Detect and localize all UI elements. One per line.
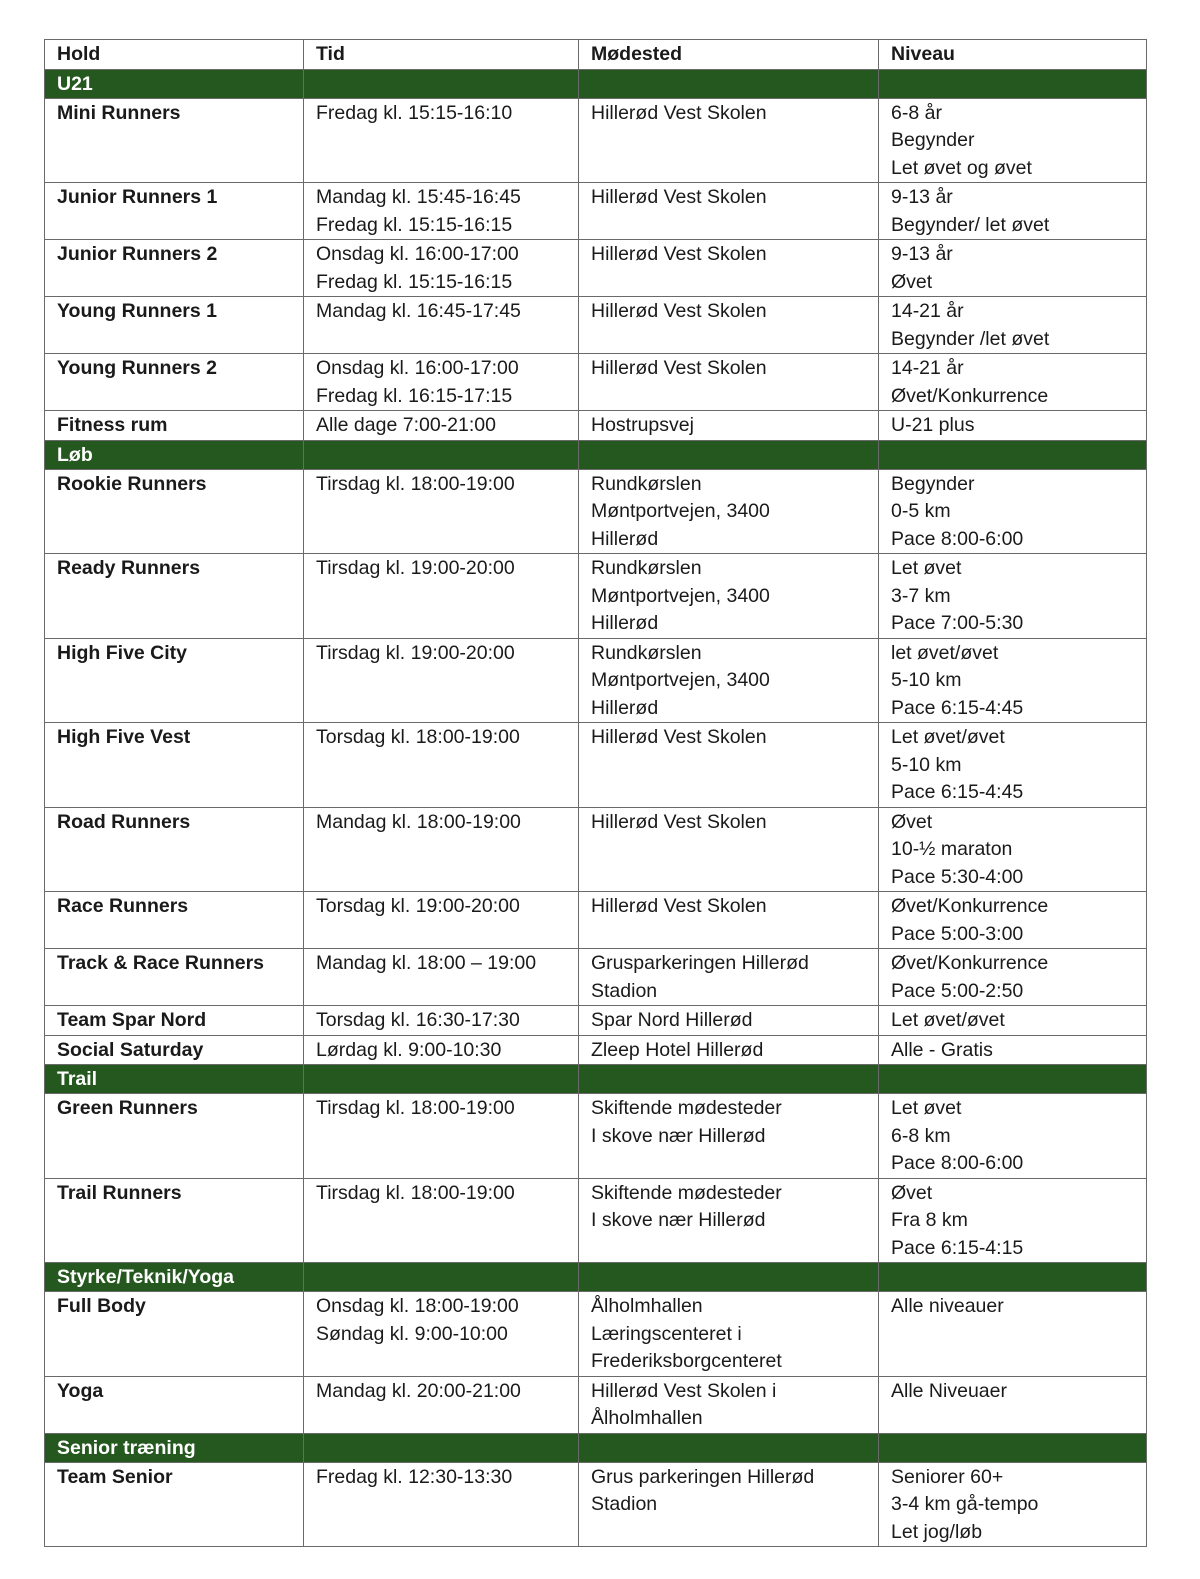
level-cell <box>879 1376 1147 1433</box>
place-line: Rundkørslen <box>591 641 702 664</box>
team-name: Full Body <box>45 1292 304 1377</box>
team-name: Ready Runners <box>45 554 304 639</box>
place-cell <box>579 949 879 1006</box>
level-line: Fra 8 km <box>891 1209 968 1231</box>
place-cell <box>579 892 879 949</box>
section-filler-cell <box>879 1263 1147 1292</box>
level-line: 3-7 km <box>891 584 951 607</box>
section-row <box>45 1065 1147 1094</box>
section-filler-cell <box>879 1433 1147 1462</box>
table-row <box>45 1376 1147 1433</box>
section-filler-cell <box>304 69 579 98</box>
place-line: Hillerød Vest Skolen i <box>591 1379 777 1402</box>
table-row <box>45 183 1147 240</box>
level-line: 14-21 år <box>891 357 964 379</box>
time-line: Onsdag kl. 16:00-17:00 <box>316 243 519 265</box>
time-line: Torsdag kl. 19:00-20:00 <box>316 895 520 917</box>
place-line: Stadion <box>591 979 658 1002</box>
level-cell <box>879 892 1147 949</box>
place-line: Grusparkeringen Hillerød <box>591 952 809 974</box>
time-cell <box>304 554 579 639</box>
table-row <box>45 1462 1147 1547</box>
time-cell <box>304 1094 579 1179</box>
table-row <box>45 240 1147 297</box>
header-row <box>45 40 1147 70</box>
level-cell <box>879 807 1147 892</box>
team-name: Road Runners <box>45 807 304 892</box>
section-row <box>45 440 1147 469</box>
time-line: Fredag kl. 15:15-16:15 <box>316 270 513 293</box>
level-line: 14-21 år <box>891 300 964 322</box>
level-line: Pace 5:30-4:00 <box>891 865 1024 888</box>
table-row <box>45 554 1147 639</box>
level-line: Alle - Gratis <box>891 1038 993 1061</box>
team-name: Team Spar Nord <box>45 1006 304 1036</box>
time-cell <box>304 807 579 892</box>
place-line: Læringscenteret i <box>591 1322 742 1345</box>
time-line: Onsdag kl. 18:00-19:00 <box>316 1295 519 1317</box>
level-line: Pace 5:00-3:00 <box>891 922 1024 945</box>
level-line: Pace 6:15-4:15 <box>891 1236 1024 1259</box>
level-line: Pace 8:00-6:00 <box>891 1152 1024 1174</box>
place-cell <box>579 469 879 554</box>
team-name: Yoga <box>45 1376 304 1433</box>
level-line: Let øvet/øvet <box>891 1009 1005 1031</box>
time-line: Torsdag kl. 16:30-17:30 <box>316 1009 520 1031</box>
team-name: High Five City <box>45 638 304 723</box>
level-cell <box>879 98 1147 183</box>
place-cell <box>579 1035 879 1065</box>
place-line: Skiftende mødesteder <box>591 1097 782 1119</box>
time-cell <box>304 1462 579 1547</box>
team-name: Mini Runners <box>45 98 304 183</box>
place-cell <box>579 411 879 441</box>
place-line: Hillerød Vest Skolen <box>591 243 767 265</box>
level-line: Pace 7:00-5:30 <box>891 612 1024 634</box>
level-cell <box>879 469 1147 554</box>
table-row <box>45 892 1147 949</box>
time-line: Tirsdag kl. 18:00-19:00 <box>316 1181 515 1204</box>
time-line: Tirsdag kl. 19:00-20:00 <box>316 557 515 579</box>
time-cell <box>304 1376 579 1433</box>
level-line: 10-½ maraton <box>891 838 1013 860</box>
section-filler-cell <box>304 1433 579 1462</box>
level-line: U-21 plus <box>891 414 975 436</box>
level-line: Let øvet <box>891 1097 962 1119</box>
place-line: Hillerød <box>591 696 659 719</box>
level-cell <box>879 723 1147 808</box>
place-line: Hillerød Vest Skolen <box>591 300 767 322</box>
table-row <box>45 297 1147 354</box>
place-cell <box>579 1462 879 1547</box>
time-cell <box>304 892 579 949</box>
level-line: Seniorer 60+ <box>891 1465 1004 1488</box>
time-line: Alle dage 7:00-21:00 <box>316 414 496 436</box>
level-line: Pace 6:15-4:45 <box>891 781 1024 803</box>
time-line: Torsdag kl. 18:00-19:00 <box>316 726 520 748</box>
place-line: Ålholmhallen <box>591 1295 703 1317</box>
place-cell <box>579 807 879 892</box>
level-line: Let øvet <box>891 557 962 579</box>
table-row <box>45 1006 1147 1036</box>
section-row <box>45 69 1147 98</box>
header-hold: Hold <box>45 40 304 70</box>
time-line: Tirsdag kl. 18:00-19:00 <box>316 1097 515 1119</box>
place-line: Hillerød Vest Skolen <box>591 726 767 748</box>
level-line: 5-10 km <box>891 669 962 691</box>
level-line: Let øvet/øvet <box>891 726 1005 748</box>
level-line: Pace 5:00-2:50 <box>891 979 1024 1002</box>
level-line: Let jog/løb <box>891 1520 983 1543</box>
level-cell <box>879 949 1147 1006</box>
level-line: 6-8 km <box>891 1124 951 1147</box>
time-line: Fredag kl. 15:15-16:10 <box>316 101 513 124</box>
time-cell <box>304 354 579 411</box>
team-name: High Five Vest <box>45 723 304 808</box>
schedule-table <box>44 39 1147 1547</box>
time-line: Mandag kl. 18:00-19:00 <box>316 810 521 833</box>
team-name: Junior Runners 2 <box>45 240 304 297</box>
table-row <box>45 1035 1147 1065</box>
time-cell <box>304 411 579 441</box>
level-cell <box>879 1292 1147 1377</box>
level-line: 5-10 km <box>891 753 962 776</box>
level-cell <box>879 1006 1147 1036</box>
time-line: Lørdag kl. 9:00-10:30 <box>316 1038 502 1061</box>
level-cell <box>879 354 1147 411</box>
time-cell <box>304 638 579 723</box>
level-cell <box>879 411 1147 441</box>
level-cell <box>879 240 1147 297</box>
section-filler-cell <box>879 440 1147 469</box>
section-row <box>45 1263 1147 1292</box>
place-cell <box>579 183 879 240</box>
level-line: Pace 6:15-4:45 <box>891 696 1024 719</box>
level-line: Alle niveauer <box>891 1295 1004 1317</box>
place-cell <box>579 1376 879 1433</box>
team-name: Green Runners <box>45 1094 304 1179</box>
team-name: Social Saturday <box>45 1035 304 1065</box>
table-row <box>45 807 1147 892</box>
team-name: Track & Race Runners <box>45 949 304 1006</box>
table-row <box>45 723 1147 808</box>
section-filler-cell <box>879 1065 1147 1094</box>
time-line: Onsdag kl. 16:00-17:00 <box>316 357 519 379</box>
team-name: Trail Runners <box>45 1178 304 1263</box>
place-line: Grus parkeringen Hillerød <box>591 1465 815 1488</box>
level-cell <box>879 1462 1147 1547</box>
level-cell <box>879 638 1147 723</box>
level-cell <box>879 554 1147 639</box>
level-cell <box>879 183 1147 240</box>
place-line: Skiftende mødesteder <box>591 1181 782 1204</box>
table-row <box>45 411 1147 441</box>
time-line: Mandag kl. 20:00-21:00 <box>316 1379 521 1402</box>
table-row <box>45 354 1147 411</box>
level-line: Begynder <box>891 472 975 495</box>
place-cell <box>579 98 879 183</box>
place-cell <box>579 554 879 639</box>
place-line: Rundkørslen <box>591 557 702 579</box>
time-cell <box>304 1178 579 1263</box>
team-name: Team Senior <box>45 1462 304 1547</box>
level-line: Øvet <box>891 810 933 833</box>
place-line: Møntportvejen, 3400 <box>591 584 770 607</box>
level-line: Alle Niveuaer <box>891 1379 1007 1402</box>
table-row <box>45 1292 1147 1377</box>
place-line: Ålholmhallen <box>591 1407 703 1429</box>
place-line: I skove nær Hillerød <box>591 1209 766 1231</box>
place-line: I skove nær Hillerød <box>591 1124 766 1147</box>
time-line: Fredag kl. 16:15-17:15 <box>316 384 513 407</box>
level-cell <box>879 1094 1147 1179</box>
place-cell <box>579 297 879 354</box>
place-line: Frederiksborgcenteret <box>591 1350 782 1372</box>
level-line: 9-13 år <box>891 243 953 265</box>
level-cell <box>879 1035 1147 1065</box>
place-line: Rundkørslen <box>591 472 702 495</box>
place-line: Hillerød Vest Skolen <box>591 186 767 208</box>
level-cell <box>879 1178 1147 1263</box>
team-name: Rookie Runners <box>45 469 304 554</box>
time-line: Tirsdag kl. 18:00-19:00 <box>316 472 515 495</box>
time-line: Mandag kl. 15:45-16:45 <box>316 186 521 208</box>
table-row <box>45 469 1147 554</box>
level-line: 9-13 år <box>891 186 953 208</box>
section-filler-cell <box>579 1263 879 1292</box>
time-cell <box>304 1292 579 1377</box>
place-line: Hillerød Vest Skolen <box>591 810 767 833</box>
place-cell <box>579 1094 879 1179</box>
time-line: Mandag kl. 16:45-17:45 <box>316 300 521 322</box>
team-name: Young Runners 2 <box>45 354 304 411</box>
section-filler-cell <box>304 1065 579 1094</box>
place-line: Hillerød Vest Skolen <box>591 101 767 124</box>
level-line: Øvet <box>891 1181 933 1204</box>
level-line: Pace 8:00-6:00 <box>891 527 1024 550</box>
place-line: Zleep Hotel Hillerød <box>591 1038 764 1061</box>
time-cell <box>304 98 579 183</box>
place-cell <box>579 1292 879 1377</box>
time-line: Søndag kl. 9:00-10:00 <box>316 1322 508 1345</box>
team-name: Race Runners <box>45 892 304 949</box>
level-line: let øvet/øvet <box>891 641 999 664</box>
place-line: Stadion <box>591 1493 658 1515</box>
section-filler-cell <box>579 1065 879 1094</box>
section-filler-cell <box>579 1433 879 1462</box>
level-line: Begynder /let øvet <box>891 327 1050 350</box>
level-line: Øvet <box>891 270 933 293</box>
level-line: 3-4 km gå-tempo <box>891 1493 1039 1515</box>
place-cell <box>579 1178 879 1263</box>
time-cell <box>304 469 579 554</box>
section-filler-cell <box>579 69 879 98</box>
time-line: Fredag kl. 12:30-13:30 <box>316 1465 513 1488</box>
team-name: Fitness rum <box>45 411 304 441</box>
place-cell <box>579 723 879 808</box>
table-row <box>45 1094 1147 1179</box>
level-line: Begynder/ let øvet <box>891 213 1050 236</box>
level-cell <box>879 297 1147 354</box>
section-title: Styrke/Teknik/Yoga <box>45 1263 304 1292</box>
place-line: Hostrupsvej <box>591 414 694 436</box>
time-cell <box>304 1035 579 1065</box>
header-modested: Mødested <box>579 40 879 70</box>
table-row <box>45 949 1147 1006</box>
place-line: Hillerød Vest Skolen <box>591 357 767 379</box>
schedule-body <box>45 69 1147 1547</box>
team-name: Young Runners 1 <box>45 297 304 354</box>
table-row <box>45 98 1147 183</box>
time-line: Fredag kl. 15:15-16:15 <box>316 213 513 236</box>
section-title: Senior træning <box>45 1433 304 1462</box>
table-row <box>45 1178 1147 1263</box>
place-line: Møntportvejen, 3400 <box>591 669 770 691</box>
place-line: Spar Nord Hillerød <box>591 1009 753 1031</box>
place-cell <box>579 638 879 723</box>
level-line: Øvet/Konkurrence <box>891 384 1049 407</box>
time-cell <box>304 297 579 354</box>
level-line: Begynder <box>891 129 975 151</box>
level-line: Øvet/Konkurrence <box>891 895 1049 917</box>
time-cell <box>304 240 579 297</box>
section-row <box>45 1433 1147 1462</box>
place-line: Hillerød Vest Skolen <box>591 895 767 917</box>
level-line: 6-8 år <box>891 101 942 124</box>
team-name: Junior Runners 1 <box>45 183 304 240</box>
time-cell <box>304 949 579 1006</box>
header-tid: Tid <box>304 40 579 70</box>
level-line: Let øvet og øvet <box>891 156 1032 179</box>
time-cell <box>304 723 579 808</box>
place-line: Hillerød <box>591 527 659 550</box>
table-row <box>45 638 1147 723</box>
place-line: Hillerød <box>591 612 659 634</box>
place-cell <box>579 1006 879 1036</box>
section-title: U21 <box>45 69 304 98</box>
time-cell <box>304 1006 579 1036</box>
section-filler-cell <box>304 440 579 469</box>
place-cell <box>579 240 879 297</box>
section-title: Løb <box>45 440 304 469</box>
place-cell <box>579 354 879 411</box>
section-filler-cell <box>304 1263 579 1292</box>
time-line: Tirsdag kl. 19:00-20:00 <box>316 641 515 664</box>
section-filler-cell <box>579 440 879 469</box>
time-line: Mandag kl. 18:00 – 19:00 <box>316 952 537 974</box>
level-line: 0-5 km <box>891 500 951 522</box>
section-title: Trail <box>45 1065 304 1094</box>
time-cell <box>304 183 579 240</box>
header-niveau: Niveau <box>879 40 1147 70</box>
level-line: Øvet/Konkurrence <box>891 952 1049 974</box>
place-line: Møntportvejen, 3400 <box>591 500 770 522</box>
section-filler-cell <box>879 69 1147 98</box>
